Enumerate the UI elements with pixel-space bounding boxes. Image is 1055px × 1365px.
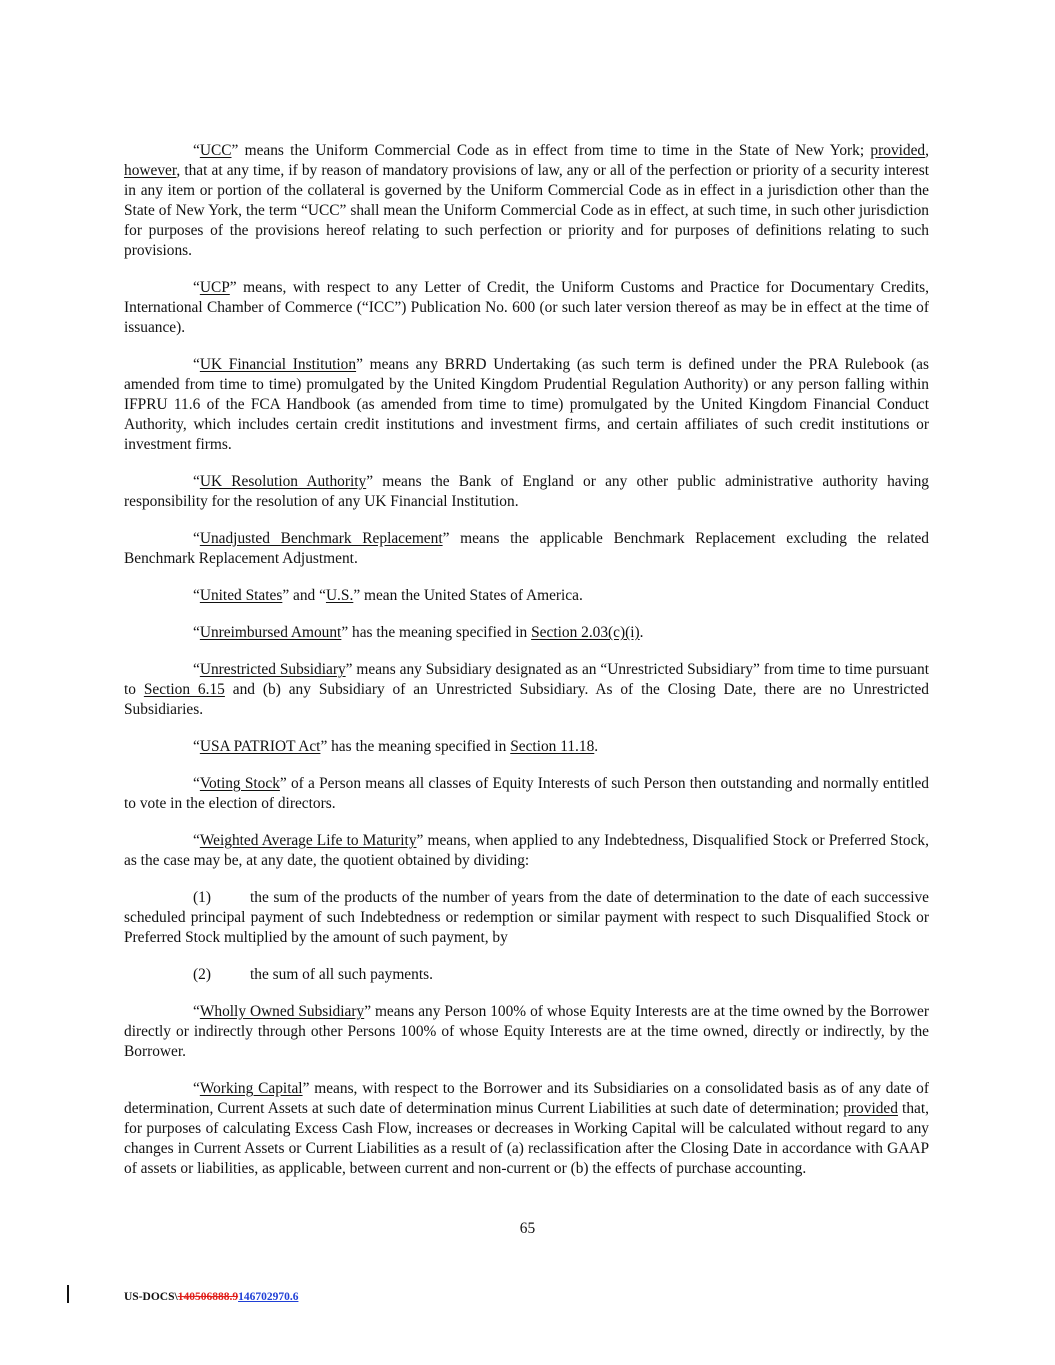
- definition-text: .: [594, 738, 599, 755]
- footer-deleted-id: 140506888.9: [177, 1291, 239, 1303]
- definition-text: “: [193, 832, 200, 849]
- definition-text: ” has the meaning specified in: [341, 624, 532, 641]
- footer-prefix: US-DOCS\: [124, 1291, 178, 1303]
- defined-term: however: [124, 162, 177, 179]
- defined-term: provided: [843, 1100, 898, 1117]
- enumeration-list: [124, 888, 929, 985]
- definition-paragraph: [124, 529, 929, 569]
- definition-paragraph: [124, 141, 929, 261]
- definition-paragraph: [124, 1002, 929, 1062]
- definition-text: “: [193, 356, 200, 373]
- definition-paragraph: [124, 737, 929, 757]
- definition-text: .: [639, 624, 644, 641]
- defined-term: USA PATRIOT Act: [199, 738, 321, 755]
- definition-text: ,: [925, 142, 929, 159]
- defined-term: Voting Stock: [199, 775, 280, 792]
- definition-text: ” means any BRRD Undertaking (as such term is defined under the PRA Rulebook (as amended from time to time) promulgated by the United Kingdom Prudential Regulation Authority) or any person falling within IFPRU 11.6 of the FCA Handbook (as amended from time to time) promulgated by the United Kingdom Financial Conduct Authority, which includes certain credit institutions and investment firms, and certain affiliates of such credit institutions or investment firms.: [124, 356, 929, 453]
- defined-term: provided: [870, 142, 926, 159]
- definition-text: and (b) any Subsidiary of an Unrestricted Subsidiary. As of the Closing Date, there are no Unrestricted Subsidiaries.: [124, 681, 929, 718]
- definition-text: ” of a Person means all classes of Equity Interests of such Person then outstanding and normally entitled to vote in the election of directors.: [124, 775, 929, 812]
- definition-paragraph: [124, 660, 929, 720]
- defined-term: Unreimbursed Amount: [199, 624, 342, 641]
- definitions-list: [124, 141, 929, 871]
- definition-paragraph: [124, 472, 929, 512]
- definition-text: ” and “: [282, 587, 326, 604]
- definition-paragraph: [124, 586, 929, 606]
- definition-text: ” means any Person 100% of whose Equity Interests are at the time owned by the Borrower directly or indirectly through other Persons 100% of whose Equity Interests are at the time owned, directly or indirectly, by the Borrower.: [124, 1003, 929, 1060]
- definition-text: “: [193, 1080, 200, 1097]
- definition-paragraph: [124, 355, 929, 455]
- defined-term: Wholly Owned Subsidiary: [199, 1003, 365, 1020]
- enumeration-text: the sum of the products of the number of years from the date of determination to the date of each successive scheduled principal payment of such Indebtedness or redemption or similar payment with respect to such Disqualified Stock or Preferred Stock multiplied by the amount of such payment, by: [124, 889, 929, 946]
- footer-inserted-id: 146702970.6: [238, 1291, 299, 1303]
- definition-text: “: [193, 661, 200, 678]
- definition-paragraph: [124, 774, 929, 814]
- defined-term: Weighted Average Life to Maturity: [199, 832, 417, 849]
- definition-text: that, for purposes of calculating Excess Cash Flow, increases or decreases in Working Capital will be calculated without regard to any changes in Current Assets or Current Liabilities as a result of (a) reclassification after the Closing Date in accordance with GAAP of assets or liabilities, as applicable, between current and non-current or (b) the effects of purchase accounting.: [124, 1100, 929, 1177]
- definition-text: ” means, with respect to the Borrower and its Subsidiaries on a consolidated basis as of any date of determination, Current Assets at such date of determination minus Current Liabilities at such date of determination;: [124, 1080, 929, 1117]
- enumeration-number: (2): [193, 966, 211, 983]
- defined-term: Unrestricted Subsidiary: [199, 661, 346, 678]
- definition-text: “: [193, 142, 200, 159]
- definition-text: “: [193, 775, 200, 792]
- definition-text: “: [193, 738, 200, 755]
- page-number: 65: [519, 1220, 536, 1237]
- definition-text: ” means any Subsidiary designated as an “Unrestricted Subsidiary” from time to time pursuant to: [124, 661, 929, 698]
- defined-term: Section 2.03(c)(i): [531, 624, 640, 641]
- definition-text: “: [193, 279, 200, 296]
- document-body: [124, 141, 929, 1196]
- definition-text: ” has the meaning specified in: [320, 738, 511, 755]
- definitions-list-continued: [124, 1002, 929, 1179]
- definition-paragraph: [124, 1079, 929, 1179]
- defined-term: UK Financial Institution: [199, 356, 357, 373]
- defined-term: United States: [199, 587, 283, 604]
- defined-term: U.S.: [325, 587, 354, 604]
- defined-term: UCC: [199, 142, 232, 159]
- definition-text: ” means the applicable Benchmark Replacement excluding the related Benchmark Replacement Adjustment.: [124, 530, 929, 567]
- definition-paragraph: [124, 623, 929, 643]
- definition-text: , that at any time, if by reason of mandatory provisions of law, any or all of the perfection or priority of a security interest in any item or portion of the collateral is governed by the Uniform Commercial Code as in effect in a jurisdiction other than the State of New York, the term “UCC” shall mean the Uniform Commercial Code as in effect, at such time, in such other jurisdiction for purposes of the provisions hereof relating to such perfection or priority and for purposes of definitions relating to such provisions.: [124, 162, 929, 259]
- definition-text: “: [193, 1003, 200, 1020]
- definition-text: “: [193, 587, 200, 604]
- definition-text: ” means the Bank of England or any other public administrative authority having responsibility for the resolution of any UK Financial Institution.: [124, 473, 929, 510]
- defined-term: UCP: [199, 279, 230, 296]
- definition-paragraph: [124, 831, 929, 871]
- definition-text: ” means the Uniform Commercial Code as in effect from time to time in the State of New York;: [231, 142, 871, 159]
- defined-term: Section 6.15: [143, 681, 225, 698]
- definition-text: “: [193, 624, 200, 641]
- definition-text: “: [193, 530, 200, 547]
- definition-text: ” mean the United States of America.: [353, 587, 583, 604]
- enumeration-item: [124, 965, 929, 985]
- definition-paragraph: [124, 278, 929, 338]
- definition-text: “: [193, 473, 200, 490]
- defined-term: Working Capital: [199, 1080, 303, 1097]
- definition-text: ” means, with respect to any Letter of Credit, the Uniform Customs and Practice for Documentary Credits, International Chamber of Commerce (“ICC”) Publication No. 600 (or such later version thereof as may be in effect at the time of issuance).: [124, 279, 929, 336]
- document-footer: [124, 1287, 298, 1307]
- enumeration-item: [124, 888, 929, 948]
- enumeration-number: (1): [193, 889, 211, 906]
- change-bar: [67, 1285, 69, 1303]
- definition-text: ” means, when applied to any Indebtedness, Disqualified Stock or Preferred Stock, as the case may be, at any date, the quotient obtained by dividing:: [124, 832, 929, 869]
- defined-term: Unadjusted Benchmark Replacement: [199, 530, 443, 547]
- enumeration-text: the sum of all such payments.: [250, 966, 433, 983]
- defined-term: UK Resolution Authority: [199, 473, 367, 490]
- defined-term: Section 11.18: [510, 738, 595, 755]
